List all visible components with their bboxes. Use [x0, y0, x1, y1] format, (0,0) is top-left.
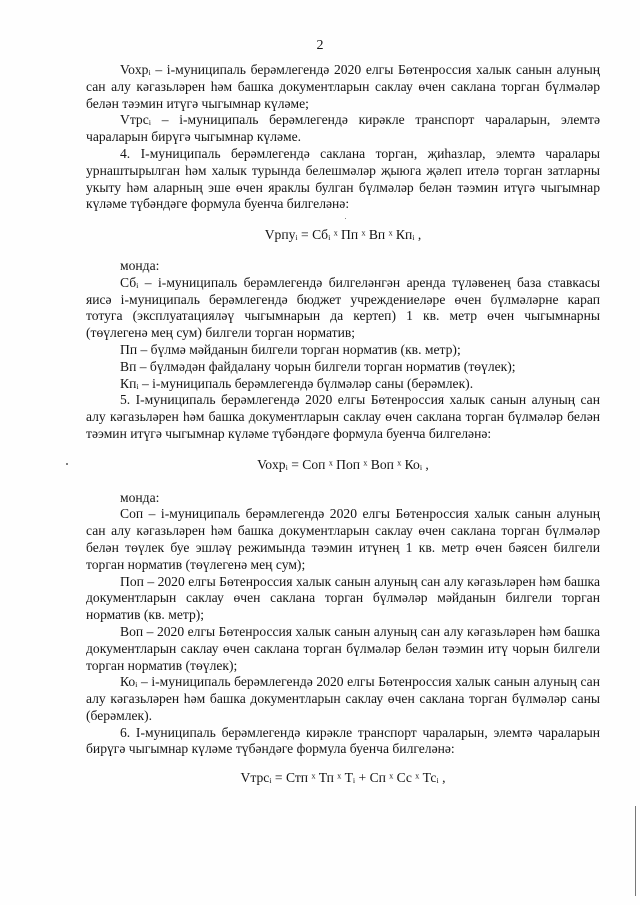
definition-pp: Пп – бүлмә мәйданын билгели торган норматив (кв. метр); — [120, 341, 461, 357]
clause-4: 4. I-муниципаль берәмлегендә саклана торган, җиһазлар, элемтә чаралары урнаштырылган һәм халык турында белешмәләр җыюга җәлеп ителә торган затларны укыту һәм аларның эше өчен яраклы булган бүлмәләр белән тәэмин итүгә чыгымнар күләме түбәндәге формула буенча билгеләнә: — [86, 145, 600, 212]
clause-6: 6. I-муниципаль берәмлегендә кирәкле транспорт чараларын, элемтә чараларын бирүгә чыгымнар күләме түбәндәге формула буенча билгеләнә: — [86, 724, 600, 757]
definition-pop: Поп – 2020 елгы Бөтенроссия халык санын алуның сан алу кәгазьләрен һәм башка документларын саклау өчен саклана торган бүлмәләр мәйданын билгели торган норматив (кв. метр); — [86, 573, 600, 623]
definition-vtrs: Vтрсᵢ – i-муниципаль берәмлегендә кирәкле транспорт чараларын, элемтә чараларын бирүгә чыгымнар күләме. — [86, 112, 600, 145]
definition-vop: Воп – 2020 елгы Бөтенроссия халык санын алуның сан алу кәгазьләрен һәм башка документларын саклау өчен саклана торган бүлмәләр белән тәэмин итү чорын билгели торган норматив (төүлек); — [86, 623, 600, 673]
definition-sb: Сбᵢ – i-муниципаль берәмлегендә билгеләнгән аренда түләвенең база ставкасы яисә i-муниципаль берәмлегендә бюджет учреждениеләре өчен бүлмәләрне карап тотуга (эксплуатацияләү чыгымнарын да кертеп) 1 кв. метр өчен чыгымнарны (төүлегенә мең сум) билгели торган норматив; — [86, 274, 600, 341]
clause-5: 5. I-муниципаль берәмлегендә 2020 елгы Бөтенроссия халык санын алуның сан алу кәгазьләрен һәм башка документларын саклау өчен саклана торган бүлмәләр белән тәэмин итүгә чыгымнар күләме түбәндәге формула буенча билгеләнә: — [86, 392, 600, 441]
formula-vtrs: Vтрсᵢ = Стп ˣ Тп ˣ Тᵢ + Сп ˣ Сс ˣ Тсᵢ , — [240, 770, 446, 786]
page-number: 2 — [316, 38, 324, 53]
definition-kp: Кпᵢ – i-муниципаль берәмлегендә бүлмәләр саны (берәмлек). — [120, 375, 474, 391]
document-body — [86, 62, 600, 787]
formula-voxp: Voxpᵢ = Соп ˣ Поп ˣ Воп ˣ Коᵢ , — [257, 456, 429, 472]
definition-voxp: Voxpᵢ – i-муниципаль берәмлегендә 2020 елгы Бөтенроссия халык санын алуның сан алу кәгазьләрен һәм башка документларын саклау өчен саклана торган бүлмәләр белән тәэмин итүгә чыгымнар күләме; — [86, 62, 600, 111]
scan-speck — [345, 218, 346, 219]
where-label: монда: — [120, 257, 160, 273]
formula-vrpu: Vрпуᵢ = Cбᵢ ˣ Пп ˣ Вп ˣ Кпᵢ , — [264, 227, 422, 243]
where-label: монда: — [120, 489, 160, 505]
definition-ko: Коᵢ – i-муниципаль берәмлегендә 2020 елгы Бөтенроссия халык санын алуның сан алу кәгазьләрен һәм башка документларын саклау өчен саклана торган бүлмәләр саны (берәмлек). — [86, 674, 600, 723]
definition-sop: Соп – i-муниципаль берәмлегендә 2020 елгы Бөтенроссия халык санын алуның сан алу кәгазьләрен һәм башка документларын саклау өчен саклана торган бүлмәләр белән төүлек буе эшләү режимында тәэмин итүнең 1 кв. метр өчен бәясен билгели торган норматив (төүлегенә мең сум); — [86, 506, 600, 572]
scan-edge-line — [635, 806, 636, 896]
definition-vp: Вп – бүлмәдән файдалану чорын билгели торган норматив (төүлек); — [120, 358, 516, 374]
scan-speck — [66, 463, 68, 465]
